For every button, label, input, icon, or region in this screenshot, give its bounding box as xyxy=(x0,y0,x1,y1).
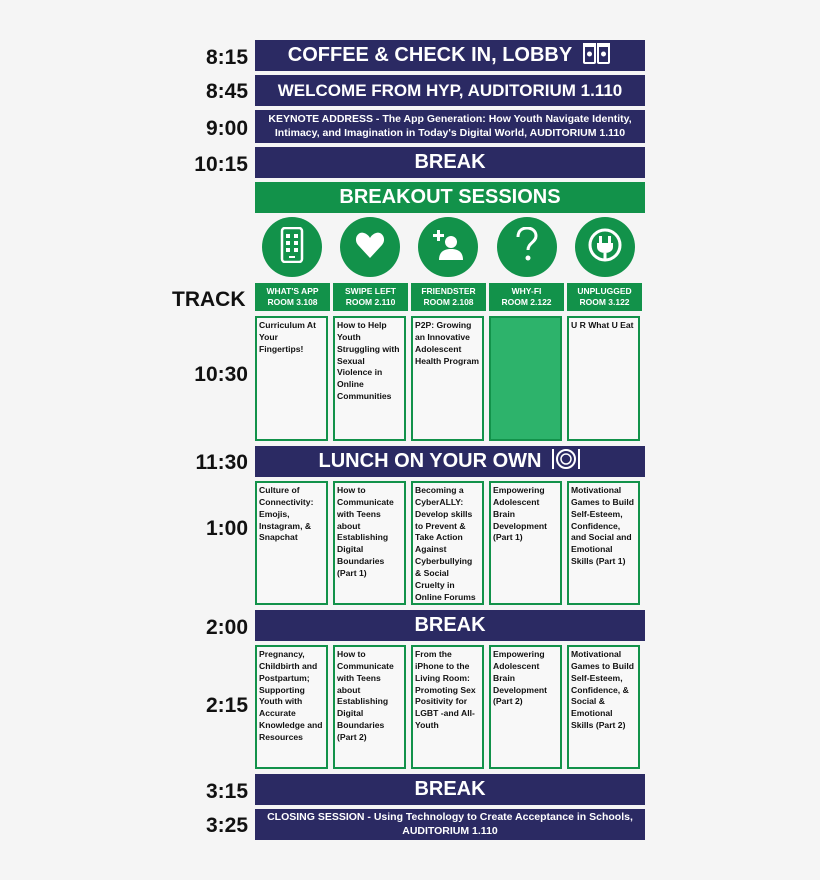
breakout-bar xyxy=(255,182,645,213)
session-cell: How to Help Youth Struggling with Sexual Violence in Online Communities xyxy=(333,316,406,441)
session-cell: Motivational Games to Build Self-Esteem, Confidence, & Social & Emotional Skills (Part 2) xyxy=(567,645,640,769)
keynote-line-2: Intimacy, and Imagination in Today's Digital World, AUDITORIUM 1.110 xyxy=(274,126,626,139)
session-cell: How to Communicate with Teens about Establishing Digital Boundaries (Part 2) xyxy=(333,645,406,769)
welcome-bar xyxy=(255,75,645,106)
track-icon-circle xyxy=(340,217,400,277)
time-label: 10:15 xyxy=(194,153,248,176)
track-label: TRACK xyxy=(172,288,246,311)
add-person-icon xyxy=(433,229,463,266)
time-label: 1:00 xyxy=(205,517,248,540)
smartphone-icon xyxy=(280,227,304,268)
break-label: BREAK xyxy=(414,614,486,636)
closing-line-1: CLOSING SESSION - Using Technology to Create Acceptance in Schools, xyxy=(267,811,633,824)
plate-utensils-icon xyxy=(551,447,581,477)
coffee-label: COFFEE & CHECK IN, LOBBY xyxy=(287,44,573,66)
track-name: SWIPE LEFT xyxy=(345,286,396,297)
track-room: ROOM 3.108 xyxy=(267,297,318,307)
session-cell: P2P: Growing an Innovative Adolescent Health Program xyxy=(411,316,484,441)
track-icon-circle xyxy=(262,217,322,277)
lunch-bar xyxy=(255,446,645,477)
track-header xyxy=(567,283,642,311)
track-name: WHAT'S APP xyxy=(266,286,319,297)
track-header xyxy=(333,283,408,311)
session-cell: Becoming a CyberALLY: Develop skills to Prevent & Take Action Against Cyberbullying & Social Cruelty in Online Forums xyxy=(411,481,484,605)
heart-icon xyxy=(355,231,385,264)
question-icon xyxy=(515,227,539,268)
time-label: 3:15 xyxy=(205,780,248,803)
track-name: FRIENDSTER xyxy=(421,286,476,297)
coffee-cups-icon xyxy=(582,41,612,71)
keynote-line-1: KEYNOTE ADDRESS - The App Generation: How Youth Navigate Identity, xyxy=(268,113,632,126)
track-room: ROOM 2.110 xyxy=(345,297,396,307)
session-cell: U R What U Eat xyxy=(567,316,640,441)
session-cell: Culture of Connectivity: Emojis, Instagram, & Snapchat xyxy=(255,481,328,605)
track-header xyxy=(411,283,486,311)
break-bar xyxy=(255,610,645,641)
breakout-label: BREAKOUT SESSIONS xyxy=(339,186,561,208)
time-label: 8:15 xyxy=(205,46,248,69)
time-label: 8:45 xyxy=(205,80,248,103)
session-cell: From the iPhone to the Living Room: Promoting Sex Positivity for LGBT -and All- Youth xyxy=(411,645,484,769)
track-name: WHY-FI xyxy=(511,286,542,297)
time-label: 2:00 xyxy=(205,616,248,639)
track-icon-circle xyxy=(418,217,478,277)
time-label: 11:30 xyxy=(195,451,248,474)
track-room: ROOM 2.122 xyxy=(501,297,552,307)
time-label: 3:25 xyxy=(205,814,248,837)
track-room: ROOM 2.108 xyxy=(423,297,474,307)
time-label: 2:15 xyxy=(205,694,248,717)
closing-line-2: AUDITORIUM 1.110 xyxy=(402,824,498,837)
time-label: 10:30 xyxy=(194,363,248,386)
welcome-label: WELCOME FROM HYP, AUDITORIUM 1.110 xyxy=(277,80,623,100)
session-cell: Pregnancy, Childbirth and Postpartum; Supporting Youth with Accurate Knowledge and Resources xyxy=(255,645,328,769)
keynote-bar xyxy=(255,110,645,143)
session-cell-empty xyxy=(489,316,562,441)
track-room: ROOM 3.122 xyxy=(579,297,630,307)
coffee-bar xyxy=(255,40,645,71)
track-icon-circle xyxy=(575,217,635,277)
break-bar xyxy=(255,774,645,805)
session-cell: Empowering Adolescent Brain Development (Part 2) xyxy=(489,645,562,769)
session-cell: Curriculum At Your Fingertips! xyxy=(255,316,328,441)
track-header xyxy=(489,283,564,311)
track-header xyxy=(255,283,330,311)
break-label: BREAK xyxy=(414,778,486,800)
time-label: 9:00 xyxy=(205,117,248,140)
lunch-label: LUNCH ON YOUR OWN xyxy=(318,450,542,472)
session-cell: How to Communicate with Teens about Establishing Digital Boundaries (Part 1) xyxy=(333,481,406,605)
session-cell: Empowering Adolescent Brain Development (Part 1) xyxy=(489,481,562,605)
plug-icon xyxy=(587,227,623,268)
session-cell: Motivational Games to Build Self-Esteem, Confidence, and Social and Emotional Skills (Part 1) xyxy=(567,481,640,605)
track-name: UNPLUGGED xyxy=(577,286,632,297)
break-bar xyxy=(255,147,645,178)
closing-bar xyxy=(255,809,645,840)
break-label: BREAK xyxy=(414,151,486,173)
track-icon-circle xyxy=(497,217,557,277)
